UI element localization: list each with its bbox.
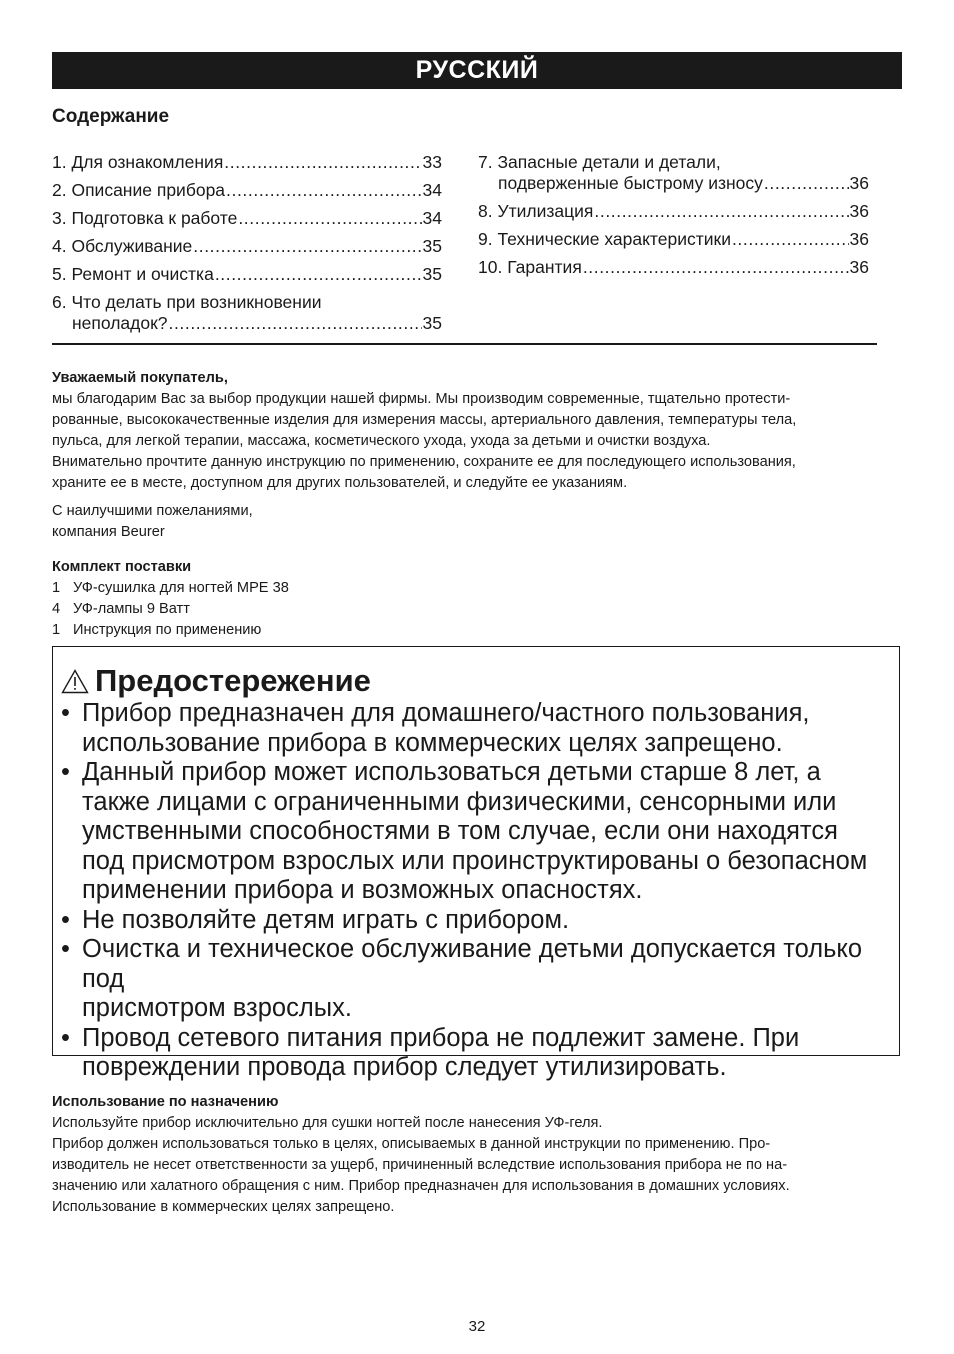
kit-item [52,599,902,620]
toc-page-number: 34 [422,180,442,200]
warning-line: применении прибора и возможных опасностях. [82,876,643,904]
signoff-line: С наилучшими пожеланиями, [52,503,253,519]
kit-text: УФ-сушилка для ногтей MPE 38 [73,580,289,596]
toc-entry [52,264,442,285]
greeting-text [52,389,902,494]
toc-line [478,152,869,173]
toc-leader-dots [193,236,421,257]
warning-line: Не позволяйте детям играть с прибором. [82,905,570,934]
warning-item [61,935,891,1024]
toc-entry-text: подверженные быстрому износу [498,173,763,193]
kit-text: УФ-лампы 9 Ватт [73,601,190,617]
warning-box [52,646,900,1081]
toc-entry [52,208,442,229]
toc-entry [478,201,869,222]
toc-leader-dots [594,201,848,222]
warning-line: присмотром взрослых. [82,994,352,1022]
text-line: Используйте прибор исключительно для сушки ногтей после нанесения УФ-геля. [52,1115,603,1131]
toc-entry [52,292,442,334]
toc-entry [52,180,442,201]
toc-leader-dots [238,208,421,229]
toc-line [52,313,442,334]
toc-entry-text: 4. Обслуживание [52,236,193,256]
warning-line: Очистка и техническое обслуживание детьми допускается только под [82,935,863,993]
warning-line: умственными способностями в том случае, если они находятся [82,817,838,845]
toc-page-number: 34 [422,208,442,228]
kit-qty: 1 [52,622,61,638]
kit-text: Инструкция по применению [73,622,262,638]
toc-page-number: 36 [849,229,869,249]
warning-line: Прибор предназначен для домашнего/частного пользования, [82,699,810,727]
toc-line [478,201,869,222]
language-header: РУССКИЙ [52,52,902,89]
toc-entry-text: 5. Ремонт и очистка [52,264,214,284]
toc-entry [478,152,869,194]
bullet-icon: • [61,905,70,934]
text-line: рованные, высококачественные изделия для измерения массы, артериального давления, температуры тела, [52,412,797,428]
toc-page-number: 33 [422,152,442,172]
toc-line [52,208,442,229]
toc-leader-dots [169,313,422,334]
toc-entry-text: 7. Запасные детали и детали, [478,152,721,172]
warning-heading [61,663,371,699]
text-line: мы благодарим Вас за выбор продукции нашей фирмы. Мы производим современные, тщательно протести- [52,391,791,407]
toc-left-column [52,152,442,341]
bullet-icon: • [61,935,70,963]
toc-line [52,264,442,285]
kit-heading: Комплект поставки [52,559,192,575]
warning-item [61,906,891,936]
warning-title: Предостережение [95,663,371,698]
toc-leader-dots [732,229,849,250]
warning-item-text [82,699,809,758]
warning-line: под присмотром взрослых или проинструктированы о безопасном [82,846,868,875]
warning-line: также лицами с ограниченными физическими, сенсорными или [82,787,837,816]
warning-triangle-icon [61,669,89,694]
toc-line [52,236,442,257]
toc-page-number: 36 [849,201,869,221]
greeting-section [52,368,902,494]
toc-entry-text: 8. Утилизация [478,201,594,221]
toc-leader-dots [224,152,421,173]
toc-right-column [478,152,869,285]
toc-entry-text: 6. Что делать при возникновении [52,292,322,312]
warning-list [61,699,891,1083]
toc-page-number: 36 [849,257,869,277]
toc-page-number: 35 [422,236,442,256]
toc-line [478,257,869,278]
toc-entry-text: 10. Гарантия [478,257,582,277]
signoff [52,501,902,543]
toc-line [478,173,869,194]
text-line: значению или халатного обращения с ним. Прибор предназначен для использования в домашних условиях. [52,1178,790,1194]
toc-line [478,229,869,250]
greeting-heading: Уважаемый покупатель, [52,370,228,386]
toc-title: Содержание [52,106,170,127]
toc-entry [478,229,869,250]
toc-line [52,180,442,201]
toc-line [52,152,442,173]
bullet-icon: • [61,1023,70,1052]
warning-line: Данный прибор может использоваться детьми старше 8 лет, а [82,758,821,786]
text-line: Прибор должен использоваться только в целях, описываемых в данной инструкции по применению. Про- [52,1136,771,1152]
warning-line: Провод сетевого питания прибора не подлежит замене. При [82,1023,800,1052]
toc-leader-dots [583,257,849,278]
warning-line: повреждении провода прибор следует утилизировать. [82,1053,727,1081]
toc-line [52,292,442,313]
warning-item [61,758,891,906]
usage-heading: Использование по назначению [52,1094,279,1110]
warning-item [61,699,891,758]
warning-line: использование прибора в коммерческих целях запрещено. [82,728,783,757]
warning-item-text [82,935,891,1024]
toc-entry [52,152,442,173]
text-line: Внимательно прочтите данную инструкцию по применению, сохраните ее для последующего использования, [52,454,796,470]
kit-item [52,620,902,641]
warning-item-text [82,906,569,936]
bullet-icon: • [61,699,70,727]
kit-item [52,578,902,599]
toc-entry-text: 1. Для ознакомления [52,152,224,172]
warning-item-text [82,758,867,906]
warning-item [61,1024,891,1083]
toc-entry [52,236,442,257]
signoff-line: компания Beurer [52,524,165,540]
text-line: изводитель не несет ответственности за ущерб, причиненный вследствие использования прибора не по на- [52,1157,788,1173]
kit-qty: 1 [52,580,61,596]
toc-leader-dots [226,180,421,201]
warning-item-text [82,1024,799,1083]
toc-entry-text: 9. Технические характеристики [478,229,731,249]
text-line: пульса, для легкой терапии, массажа, косметического ухода, ухода за детьми и очистки воздуха. [52,433,711,449]
text-line: Использование в коммерческих целях запрещено. [52,1199,395,1215]
kit-section [52,557,902,641]
kit-qty: 4 [52,601,61,617]
toc-leader-dots [764,173,849,194]
toc-entry [478,257,869,278]
toc-page-number: 35 [422,264,442,284]
usage-section [52,1092,902,1218]
toc-entry-text: 3. Подготовка к работе [52,208,238,228]
divider [52,343,877,345]
bullet-icon: • [61,758,70,786]
toc-leader-dots [215,264,422,285]
toc-entry-text: 2. Описание прибора [52,180,226,200]
toc-entry-text: неполадок? [72,313,168,333]
toc-page-number: 36 [849,173,869,193]
page-number: 32 [468,1318,486,1335]
toc-page-number: 35 [422,313,442,333]
text-line: храните ее в месте, доступном для других пользователей, и следуйте ее указаниям. [52,475,628,491]
